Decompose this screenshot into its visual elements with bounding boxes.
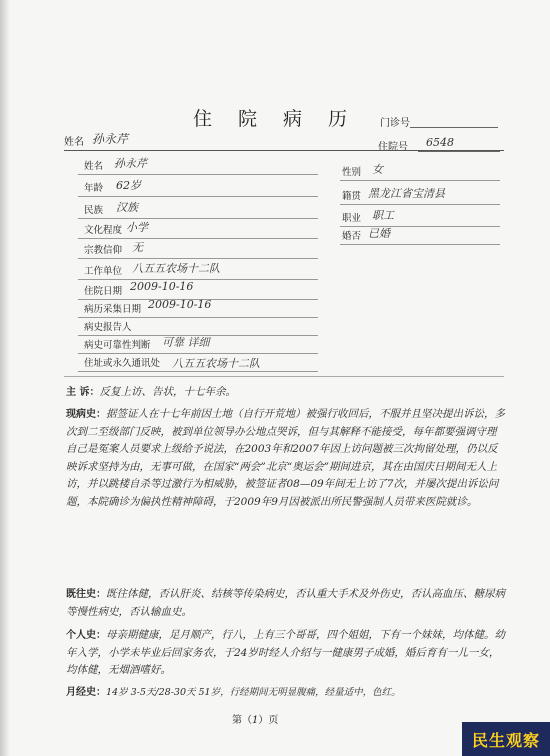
field-value-occupation: 职工: [372, 209, 394, 222]
field-label-workplace: 工作单位: [84, 266, 123, 277]
field-value-hometown: 黑龙江省宝清县: [368, 187, 445, 200]
personal-history-label: 个人史：: [66, 630, 106, 641]
field-value-admission-date: 2009-10-16: [130, 280, 194, 293]
field-value-reliability: 可靠 详细: [162, 336, 210, 349]
field-label-reliability: 病史可靠性判断: [84, 340, 151, 351]
menstrual-history-label: 月经史：: [66, 687, 106, 698]
present-illness-history: [66, 406, 506, 512]
outpatient-number-label: 门诊号: [380, 118, 410, 129]
menstrual-history-text: 14岁 3-5天/28-30天 51岁，行经期间无明显腹痛，经量适中，色红。: [106, 687, 401, 698]
field-line-age: [78, 196, 318, 197]
patient-name-label: 姓名: [64, 137, 84, 148]
chief-complaint: [66, 384, 506, 402]
field-line-address: [78, 371, 318, 372]
field-line-religion: [78, 258, 318, 259]
field-label-hometown: 籍贯: [342, 191, 362, 202]
field-value-gender: 女: [372, 163, 383, 176]
personal-history-text: 母亲期健康，足月顺产，行八，上有三个哥哥，四个姐姐，下有一个妹妹，均体健。幼年入学，小学未毕业后回家务农，于24岁时经人介绍与一健康男子成婚，婚后育有一儿一女，均体健，无烟酒嗜好。: [66, 629, 505, 677]
field-line-name: [78, 174, 318, 175]
page-number: [232, 711, 278, 726]
field-label-occupation: 职业: [342, 213, 362, 224]
field-label-informant: 病史报告人: [84, 322, 132, 333]
field-label-age: 年龄: [84, 183, 104, 194]
outpatient-number-line: [410, 127, 498, 128]
field-label-admission-date: 住院日期: [84, 286, 123, 297]
field-line-education: [78, 238, 318, 239]
page-number-prefix: 第（: [232, 715, 252, 726]
field-value-marital: 已婚: [368, 227, 390, 240]
field-label-record-date: 病历采集日期: [84, 304, 142, 315]
field-label-address: 住址或永久通讯处: [84, 358, 161, 369]
field-value-address: 八五五农场十二队: [172, 357, 260, 370]
field-line-record-date: [78, 317, 318, 318]
form-top-rule: [64, 150, 504, 151]
watermark-stamp: 民生观察: [462, 722, 550, 756]
present-illness-text: 据签证人在十七年前因土地（自行开荒地）被强行收回后，不服并且坚决提出诉讼，多次到二至级部门反映，被到单位领导办公地点哭诉，但与其解释不能接受，每年都要强调守理自己是冤案人员要求上级给予说法，在2003年和2007年因上访问题被三次拘留处理，仍以反映诉求坚持为由，无事可做，在国家“两会”北京“奥运会”期间进京，其在由国庆日期间无人上访，并以跳楼自杀等过激行为相威胁，被签证者08—09年间无上访了7次，并屡次提出诉讼问题，本院确诊为偏执性精神障碍，于2009年9月因被派出所民警强制人员带来医院就诊。: [66, 408, 505, 508]
field-value-ethnicity: 汉族: [116, 201, 138, 214]
page-number-suffix: ）页: [258, 715, 279, 726]
field-line-ethnicity: [78, 218, 318, 219]
field-value-education: 小学: [126, 221, 148, 234]
field-label-religion: 宗教信仰: [84, 245, 123, 256]
form-divider: [64, 376, 504, 377]
patient-name-value: 孙永芹: [92, 132, 129, 146]
chief-complaint-label: 主 诉：: [66, 387, 100, 398]
field-label-name: 姓名: [84, 161, 104, 172]
field-label-gender: 性别: [342, 167, 362, 178]
field-line-occupation: [340, 226, 500, 227]
present-illness-label: 现病史：: [66, 409, 106, 420]
field-value-workplace: 八五五农场十二队: [132, 262, 220, 275]
field-line-workplace: [78, 279, 318, 280]
field-label-ethnicity: 民族: [84, 205, 104, 216]
field-value-record-date: 2009-10-16: [148, 298, 212, 311]
inpatient-number-line: [418, 151, 500, 152]
field-line-gender: [340, 180, 500, 181]
field-line-hometown: [340, 204, 500, 205]
menstrual-history: [66, 686, 506, 700]
past-history-text: 既往体健，否认肝炎、结核等传染病史，否认重大手术及外伤史，否认高血压、糖尿病等慢性病史，否认输血史。: [66, 588, 505, 618]
field-value-name: 孙永芹: [114, 157, 147, 170]
page-number-current: 1: [252, 715, 259, 726]
document-title: 住 院 病 历: [192, 108, 358, 130]
field-label-marital: 婚否: [342, 231, 362, 242]
personal-history: [66, 627, 506, 680]
field-label-education: 文化程度: [84, 225, 123, 236]
field-value-religion: 无: [132, 241, 143, 254]
past-history-label: 既往史：: [66, 589, 106, 600]
inpatient-number-value: 6548: [426, 136, 454, 149]
field-line-reliability: [78, 353, 318, 354]
field-value-age: 62岁: [116, 179, 141, 192]
field-line-marital: [340, 244, 500, 245]
past-history: [66, 586, 506, 621]
chief-complaint-text: 反复上访、告状，十七年余。: [99, 386, 236, 398]
inpatient-number-label: 住院号: [378, 142, 408, 153]
